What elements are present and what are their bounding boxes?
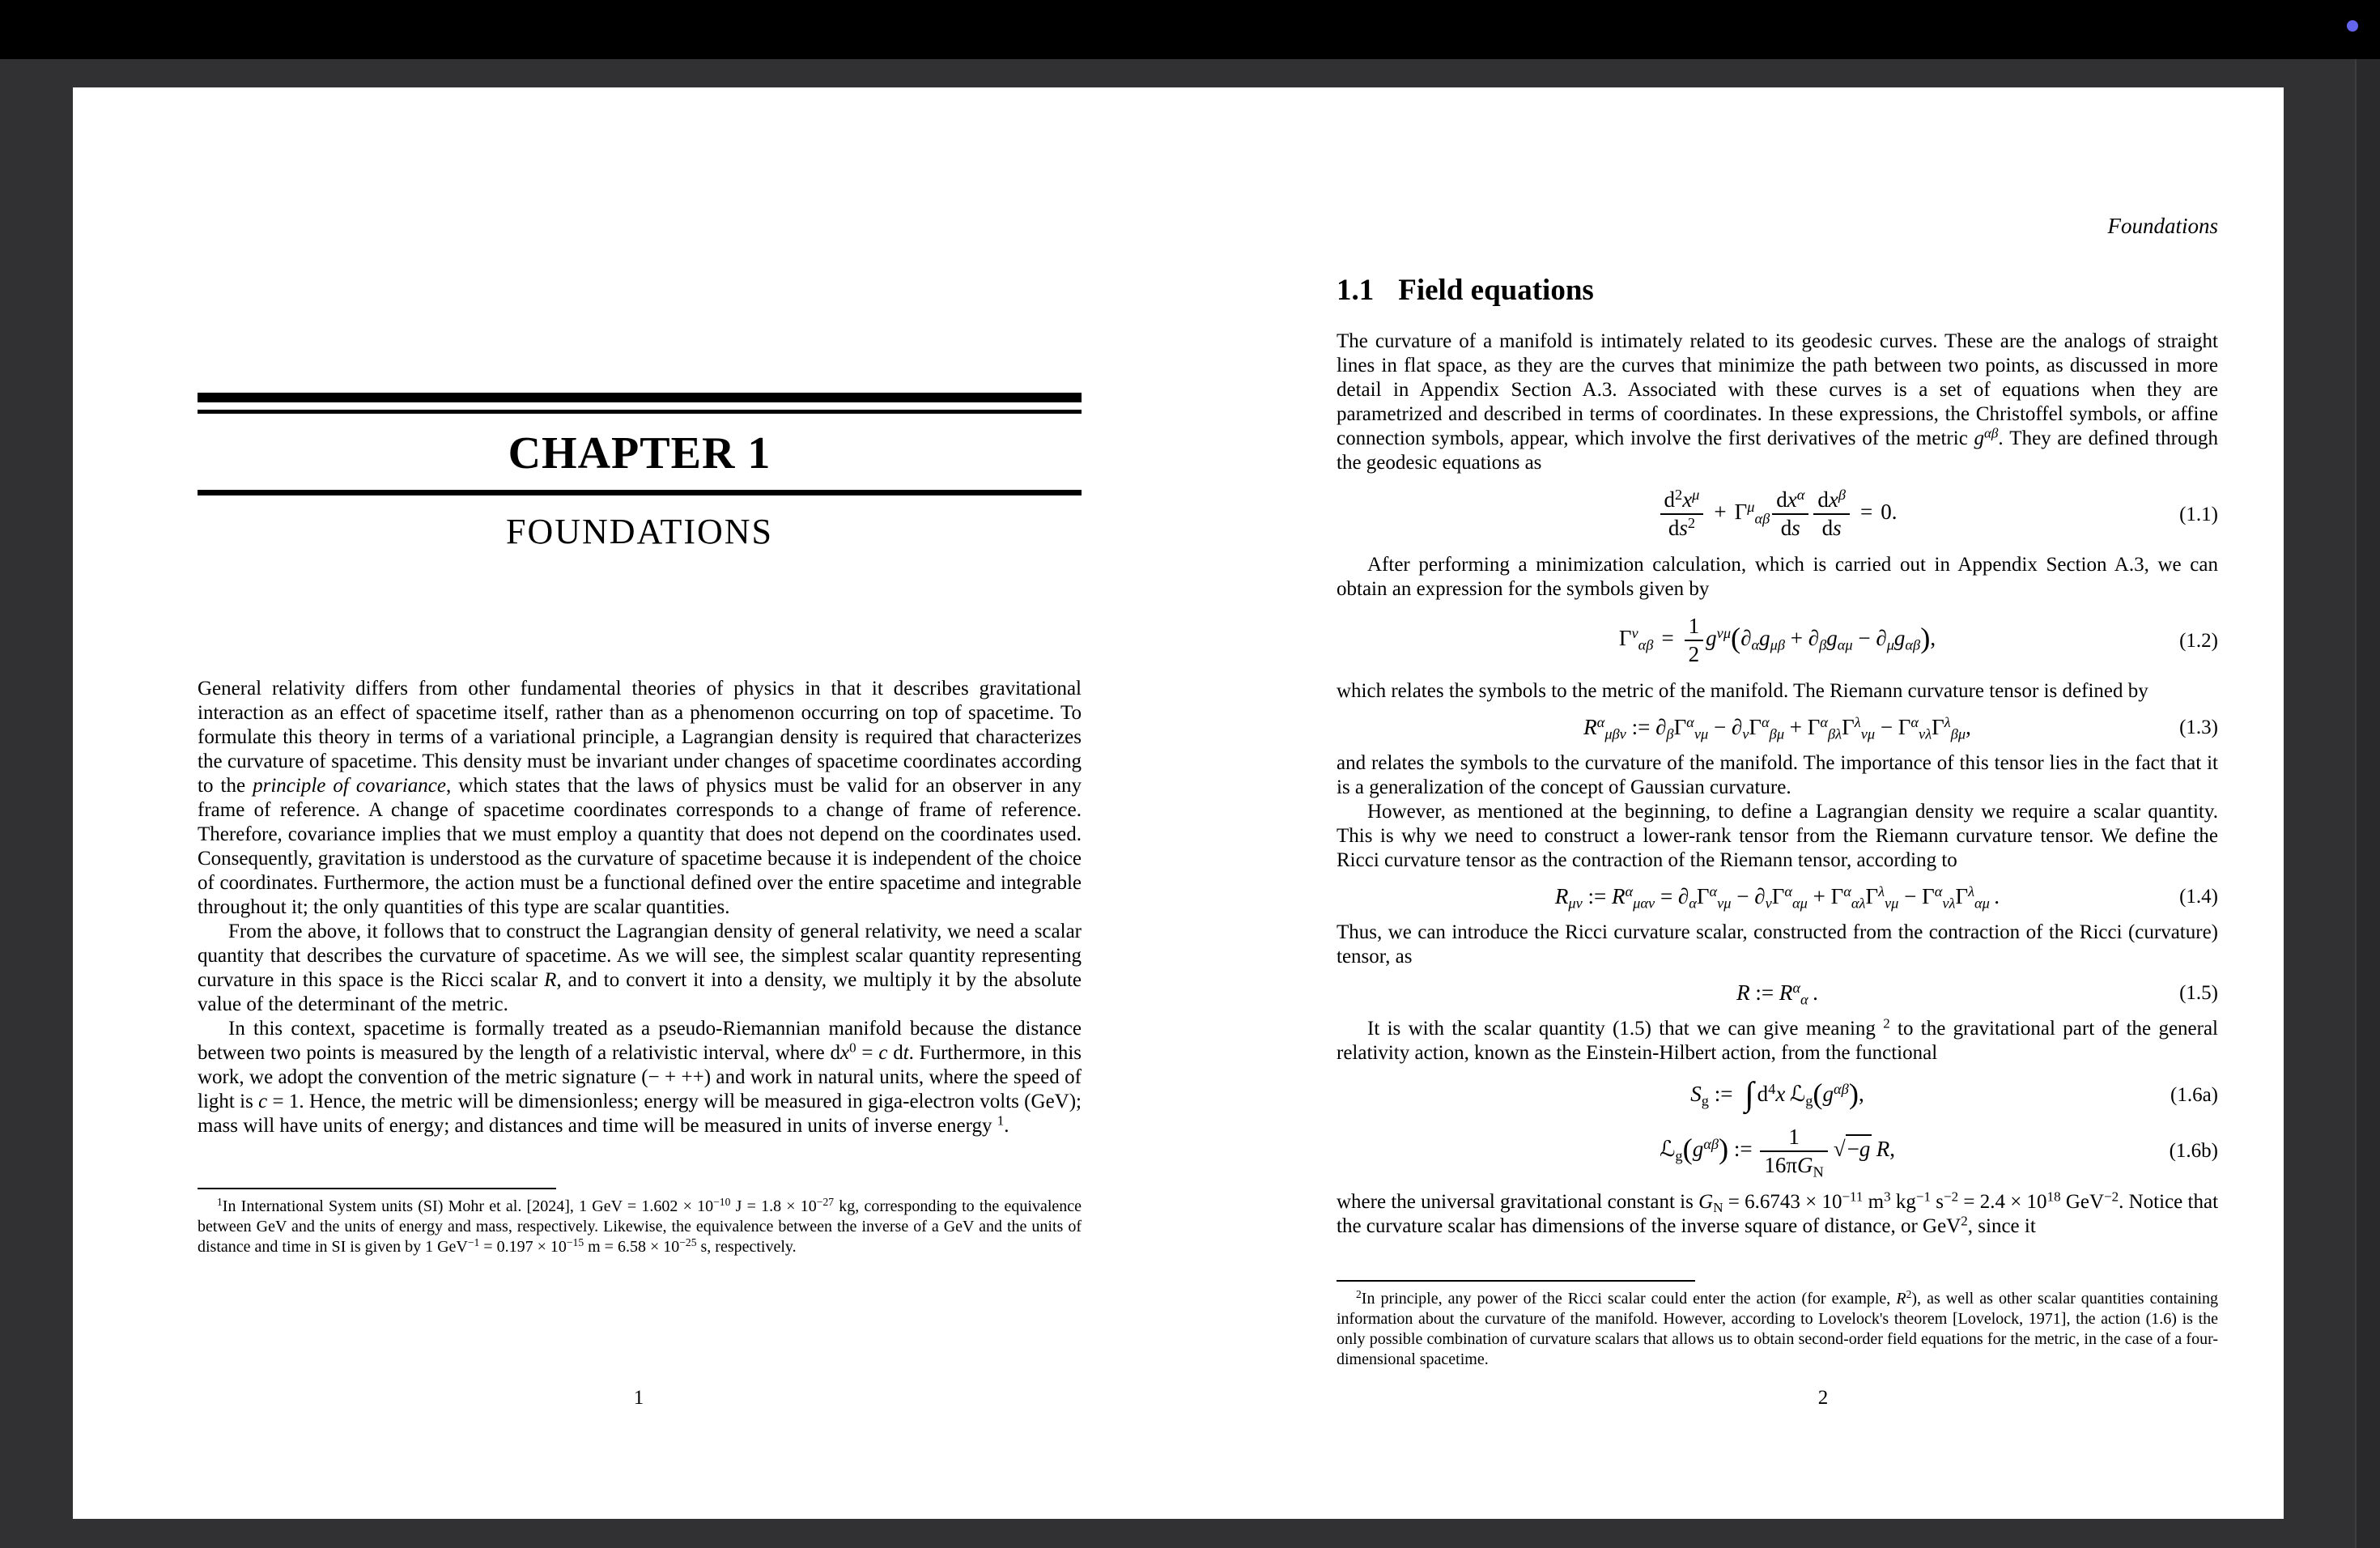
- equation-number: (1.4): [2179, 886, 2218, 908]
- document-spread: [73, 87, 2284, 1519]
- paragraph: However, as mentioned at the beginning, to define a Lagrangian density we require a scalar quantity. This is why we need to construct a lower-rank tensor from the Riemann curvature tensor. We define the Ricci curvature tensor as the contraction of the Riemann tensor, according to: [1337, 801, 2218, 871]
- paragraph: In this context, spacetime is formally treated as a pseudo-Riemannian manifold because the distance between two points is measured by the length of a relativistic interval, where $dx^0 = c$ dt. Furthermore, in this work, we adopt the convention of the metric signature (− + ++) and work in natural units, where the speed of light is c = 1. Hence, the metric will be dimensionless; energy will be measured in giga-electron volts (GeV); mass will have units of energy; and distances and time will be measured in units of inverse energy $^1$.: [198, 1018, 1082, 1137]
- footnote-1: [198, 1188, 1082, 1257]
- section-heading: [1337, 273, 2218, 308]
- section-title: Field equations: [1398, 274, 1594, 307]
- scrollbar-track[interactable]: [2355, 59, 2380, 1548]
- equation-1-4: $R_{\mu\nu}$ := $R^\alpha_{\mu\alpha\nu} = \partial_\alpha\Gamma^\alpha_{\nu\mu} - \partial_\nu\Gamma^\alpha_{\alpha\mu} + \Gamma^\alpha_{\alpha\lambda}\Gamma^\lambda_{\nu\mu} - \Gamma^\alpha_{\nu\lambda}\Gamma^\lambda_{\alpha\mu}$ . (1.4): [1554, 882, 2218, 912]
- equation-number: (1.6a): [2170, 1084, 2218, 1107]
- page-left: [198, 87, 1082, 1519]
- footnote-2: [1337, 1280, 2218, 1370]
- equation-1-5: R := $R^\alpha_\alpha$ . (1.5): [1736, 979, 2218, 1008]
- equation-number: (1.5): [2179, 982, 2218, 1004]
- equation-1-1: $\frac{d^2x^\mu}{ds^2}$ + $\Gamma^\mu_{\alpha\beta}$ $\frac{dx^\alpha}{ds}$ $\frac{dx^\beta}{ds}$ = 0. (1.1): [1337, 488, 2218, 540]
- equation-1-2: $\Gamma^\nu_{\alpha\beta}$ = $\frac{1}{2}$ $g^{\nu\mu}(\partial_\alpha g_{\mu\beta} + \partial_\beta g_{\alpha\mu} - \partial_\mu g_{\alpha\beta})$, (1.2): [1618, 614, 2218, 666]
- equation-number: (1.3): [2179, 717, 2218, 738]
- paragraph: After performing a minimization calculation, which is carried out in Appendix Section A.3, we can obtain an expression for the symbols given by: [1337, 554, 2218, 600]
- paragraph: where the universal gravitational constant is $G_N = 6.6743 \times 10^{-11}$ $m^3$ $kg^{-1}$ $s^{-2} = 2.4 \times 10^{18}$ GeV$^{-2}$. Notice that the curvature scalar has dimensions of the inverse square of distance, or GeV$^2$, since it: [1337, 1189, 2219, 1237]
- equation-number: (1.1): [2179, 503, 2218, 525]
- chapter-rule-thick: [198, 393, 1082, 402]
- footnote-rule: [198, 1188, 556, 1189]
- footnote-text: $^2$In principle, any power of the Ricci scalar could enter the action (for example, $R^2$), as well as other scalar quantities containing information about the curvature of the manifold. However, according to Lovelock's theorem [Lovelock, 1971], the action (1.6) is the only possible combination of curvature scalars that allows us to obtain second-order field equations for the metric, in the case of a four-dimensional spacetime.: [1337, 1288, 2218, 1368]
- paragraph: From the above, it follows that to construct the Lagrangian density of general relativity, we need a scalar quantity that describes the curvature of spacetime. As we will see, the simplest scalar quantity representing curvature in this space is the Ricci scalar R, and to convert it into a density, we multiply it by the absolute value of the determinant of the metric.: [198, 921, 1082, 1015]
- paragraph: The curvature of a manifold is intimately related to its geodesic curves. These are the analogs of straight lines in flat space, as they are the curves that minimize the path between two points, as discussed in more detail in Appendix Section A.3. Associated with these curves is a set of equations when they are parametrized and described in terms of coordinates. In these expressions, the Christoffel symbols, or affine connection symbols, appear, which involve the first derivatives of the metric $g^{\alpha\beta}$. They are defined through the geodesic equations as: [1337, 330, 2218, 474]
- equation-1-6a: $S_g$ := ∫ $d^4x$ $ℒ_g(g^{\alpha\beta})$, (1.6a): [1690, 1076, 2218, 1113]
- equation-number: (1.2): [2179, 629, 2218, 652]
- status-indicator-dot: [2347, 20, 2358, 32]
- paragraph: Thus, we can introduce the Ricci curvature scalar, constructed from the contraction of the Ricci (curvature) tensor, as: [1337, 921, 2218, 968]
- equation-1-3: $R^\alpha_{\mu\beta\nu}$ := $\partial_\beta\Gamma^\alpha_{\nu\mu} - \partial_\nu\Gamma^\alpha_{\beta\mu} + \Gamma^\alpha_{\beta\lambda}\Gamma^\lambda_{\nu\mu} - \Gamma^\alpha_{\nu\lambda}\Gamma^\lambda_{\beta\mu}$, (1.3): [1583, 713, 2218, 742]
- footnote-text: $^1$In International System units (SI) Mohr et al. [2024], 1 GeV = $1.602 \times 10^{-10}$ $J = 1.8 \times 10^{-27}$ kg, corresponding to the equivalence between GeV and the units of energy and mass, respectively. Likewise, the equivalence between the inverse of a GeV and the units of distance and time in SI is given by 1 $GeV^{-1} = 0.197 \times 10^{-15}$ $m = 6.58 \times 10^{-25}$ s, respectively.: [198, 1196, 1082, 1256]
- chapter-heading-block: [198, 393, 1082, 551]
- paragraph: which relates the symbols to the metric of the manifold. The Riemann curvature tensor is defined by: [1337, 680, 2148, 702]
- footnote-rule: [1337, 1280, 1695, 1282]
- left-page-body: [198, 677, 1082, 1138]
- running-header: Foundations: [2107, 214, 2218, 238]
- top-bar: [0, 0, 2380, 59]
- paragraph: and relates the symbols to the curvature of the manifold. The importance of this tensor lies in the fact that it is a generalization of the concept of Gaussian curvature.: [1337, 752, 2218, 798]
- equation-1-6b: $ℒ_g(g^{\alpha\beta})$ := $\frac{1}{16\pi G_N}$ √−g R, (1.6b): [1659, 1124, 2218, 1180]
- chapter-title: FOUNDATIONS: [505, 512, 774, 551]
- paragraph: General relativity differs from other fundamental theories of physics in that it describes gravitational interaction as an effect of spacetime itself, rather than as a phenomenon occurring on top of spacetime. To formulate this theory in terms of a variational principle, a Lagrangian density is required that characterizes the curvature of spacetime. This density must be invariant under changes of spacetime coordinates according to the principle of covariance, which states that the laws of physics must be valid for an observer in any frame of reference. A change of spacetime coordinates corresponds to a change of frame of reference. Therefore, covariance implies that we must employ a quantity that does not depend on the coordinates used. Consequently, gravitation is understood as the curvature of spacetime because it is independent of the choice of coordinates. Furthermore, the action must be a functional defined over the entire spacetime and integrable throughout it; the only quantities of this type are scalar quantities.: [198, 678, 1082, 918]
- page-right: [1337, 87, 2218, 1519]
- chapter-rule-thin: [198, 410, 1082, 414]
- chapter-label: CHAPTER 1: [508, 428, 771, 478]
- page-number-right: 2: [1817, 1387, 1829, 1409]
- page-number-left: 1: [633, 1387, 644, 1409]
- equation-number: (1.6b): [2169, 1140, 2218, 1163]
- section-number: 1.1: [1337, 274, 1375, 307]
- paragraph: It is with the scalar quantity (1.5) that we can give meaning $^2$ to the gravitational part of the general relativity action, known as the Einstein-Hilbert action, from the functional: [1337, 1015, 2219, 1064]
- chapter-rule-mid: [198, 490, 1082, 495]
